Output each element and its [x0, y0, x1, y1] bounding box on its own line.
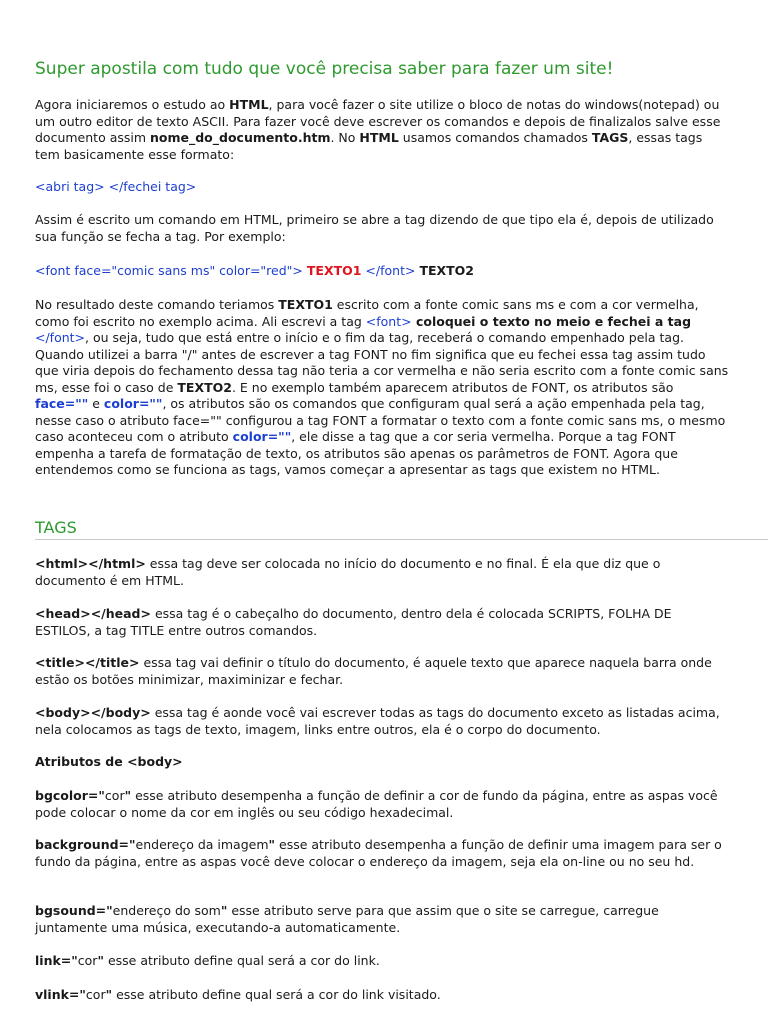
bgcolor-name: bgcolor=" — [35, 788, 105, 803]
html-tag-name: <html></html> — [35, 556, 146, 571]
vlink-close-quote: " — [105, 987, 113, 1002]
bgcolor-value: cor — [104, 788, 125, 803]
intro-bold-html: HTML — [229, 97, 269, 112]
attributes-heading-text: Atributos de <body> — [35, 754, 183, 769]
intro-paragraph — [35, 97, 730, 163]
title-tag-desc: essa tag vai definir o título do documento, é aquele texto que aparece naquela barra onde estão os botões minimizar, maximinizar e fechar. — [35, 655, 712, 687]
explanation-paragraph: Assim é escrito um comando em HTML, primeiro se abre a tag dizendo de que tipo ela é, depois de utilizado sua função se fecha a tag. Por exemplo: — [35, 212, 714, 244]
link-attribute-entry — [35, 953, 730, 970]
result-text-8: , ele disse a tag que a cor seria vermelha. Porque a tag FONT empenha a tarefa de formatação de texto, os atributos são apenas os parâmetros de FONT. Agora que entendemos como se funciona as tags, vamos começar a apresentar as tags que existem no HTML. — [35, 429, 678, 477]
tags-heading: TAGS — [35, 518, 77, 537]
background-value: endereço da imagem — [135, 837, 269, 852]
html-tag-desc: essa tag deve ser colocada no início do documento e no final. É ela que diz que o documento é em HTML. — [35, 556, 661, 588]
result-text-7: , os atributos são os comandos que configuram qual será a ação empenhada pela tag, nesse caso o atributo face="" configurou a tag FONT a formatar o texto com a fonte comic sans ms, o mesmo caso aconteceu com o atributo — [35, 396, 726, 444]
intro-bold-filename: nome_do_documento.htm — [150, 130, 331, 145]
bgcolor-desc: esse atributo desempenha a função de definir a cor de fundo da página, entre as aspas você pode colocar o nome da cor em inglês ou seu código hexadecimal. — [35, 788, 718, 820]
background-desc: esse atributo desempenha a função de definir uma imagem para ser o fundo da página, entre as aspas você deve colocar o endereço da imagem, seja ela on-line ou no seu hd. — [35, 837, 722, 869]
intro-bold-tags: TAGS — [591, 130, 629, 145]
result-attr-color: color="" — [103, 396, 163, 411]
head-tag-name: <head></head> — [35, 606, 151, 621]
vlink-desc: esse atributo define qual será a cor do link visitado. — [112, 987, 441, 1002]
bgsound-close-quote: " — [220, 903, 228, 918]
intro-text-1: Agora iniciaremos o estudo ao — [35, 97, 230, 112]
intro-text-2: , para você fazer o site utilize o bloco de notas do windows(notepad) ou um outro editor de texto ASCII. Para fazer você deve escrever os comandos e depois de finalizalos salve esse documento assim — [35, 97, 721, 145]
bgsound-attribute-entry — [35, 903, 730, 936]
bgsound-value: endereço do som — [112, 903, 221, 918]
intro-text-5: , essas tags tem basicamente esse formato: — [35, 130, 703, 162]
bgcolor-attribute-entry — [35, 788, 730, 821]
result-code-font: <font> — [365, 313, 412, 329]
result-bold-texto1: TEXTO1 — [278, 297, 333, 312]
background-close-quote: " — [268, 837, 276, 852]
result-text-5: . E no exemplo também aparecem atributos de FONT, os atributos são — [231, 379, 674, 395]
bgcolor-close-quote: " — [124, 788, 132, 803]
link-value: cor — [77, 953, 98, 968]
intro-text-3: . No — [330, 130, 360, 145]
title-tag-entry — [35, 655, 730, 688]
code-open-tag: <font face="comic sans ms" color="red"> — [35, 263, 303, 278]
intro-text-4: usamos comandos chamados — [398, 130, 592, 145]
head-tag-desc: essa tag é o cabeçalho do documento, dentro dela é colocada SCRIPTS, FOLHA DE ESTILOS, a tag TITLE entre outros comandos. — [35, 606, 672, 638]
result-bold-texto2: TEXTO2 — [177, 379, 232, 395]
result-paragraph — [35, 297, 730, 479]
body-tag-entry — [35, 705, 730, 738]
result-text-1: No resultado deste comando teriamos — [35, 297, 279, 312]
result-text-6: e — [88, 396, 104, 411]
vlink-attribute-entry — [35, 987, 730, 1004]
section-divider — [35, 539, 768, 540]
body-attributes-heading — [35, 754, 730, 771]
code-texto1: TEXTO1 — [306, 263, 362, 278]
background-attribute-entry — [35, 837, 730, 870]
result-attr-face: face="" — [35, 396, 89, 411]
result-code-close-font: </font> — [35, 330, 86, 345]
result-text-3: , ou seja, tudo que está entre o início e o fim da tag, receberá o comando empenhado pela tag. — [85, 330, 684, 345]
example-tag-format: <abri tag> </fechei tag> — [35, 179, 197, 194]
intro-bold-html-2: HTML — [359, 130, 399, 145]
link-name: link=" — [35, 953, 78, 968]
result-text-4: Quando utilizei a barra "/" antes de escrever a tag FONT no fim significa que eu fechei essa tag assim tudo que viria depois do fechamento dessa tag não teria a cor vermelha e não seria escrito com a fonte comic sans ms, esse foi o caso de — [35, 346, 729, 395]
html-tag-entry — [35, 556, 730, 589]
code-texto2: TEXTO2 — [419, 263, 474, 278]
body-tag-name: <body></body> — [35, 705, 151, 720]
background-name: background=" — [35, 837, 136, 852]
page-title: Super apostila com tudo que você precisa saber para fazer um site! — [35, 59, 614, 79]
head-tag-entry — [35, 606, 730, 639]
title-tag-name: <title></title> — [35, 655, 140, 670]
link-close-quote: " — [97, 953, 104, 968]
bgsound-desc: esse atributo serve para que assim que o site se carregue, carregue juntamente uma música, executando-a automaticamente. — [35, 903, 659, 935]
result-attr-color-2: color="" — [232, 429, 292, 444]
bgsound-name: bgsound=" — [35, 903, 113, 918]
body-tag-desc: essa tag é aonde você vai escrever todas as tags do documento exceto as listadas acima, nela colocamos as tags de texto, imagem, links entre outros, ela é o corpo do documento. — [35, 705, 720, 737]
vlink-value: cor — [85, 987, 106, 1002]
example-font-code — [35, 263, 730, 280]
code-close-tag: </font> — [365, 263, 416, 278]
link-desc: esse atributo define qual será a cor do link. — [103, 953, 380, 968]
result-bold-phrase: coloquei o texto no meio e fechei a tag — [411, 313, 692, 329]
result-text-2: escrito com a fonte comic sans ms e com a cor vermelha, como foi escrito no exemplo acima. Ali escrevi a tag — [35, 297, 699, 329]
vlink-name: vlink=" — [35, 987, 86, 1002]
